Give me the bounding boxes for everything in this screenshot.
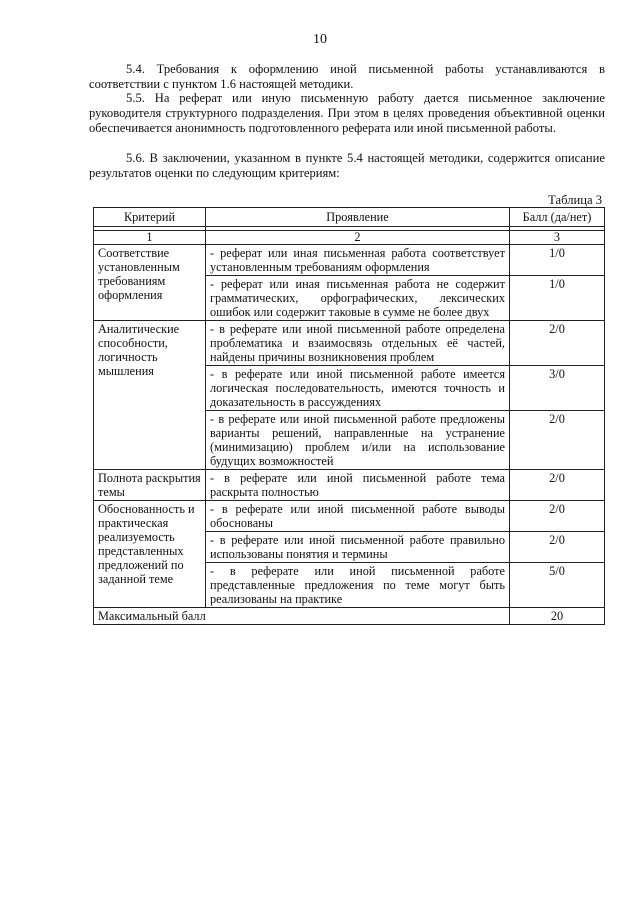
paragraph-5-5: 5.5. На реферат или иную письменную работу дается письменное заключение руководителя структурного подразделения. При этом в целях проведения объективной оценки обеспечивается анонимность подготовленного реферата или иной письменной работы. [89,91,605,135]
paragraph-5-6: 5.6. В заключении, указанном в пункте 5.4 настоящей методики, содержится описание результатов оценки по следующим критериям: [89,151,605,180]
table-row [94,470,605,501]
score-cell: 5/0 [510,563,605,608]
column-number: 2 [206,231,510,245]
score-cell: 2/0 [510,321,605,366]
score-cell: 2/0 [510,411,605,470]
manifestation-cell: - реферат или иная письменная работа не содержит грамматических, орфографических, лексических ошибок или содержит таковые в сумме не более двух [206,276,510,321]
criteria-table [93,207,605,625]
table-row [94,321,605,366]
score-cell: 2/0 [510,501,605,532]
paragraph-5-4: 5.4. Требования к оформлению иной письменной работы устанавливаются в соответствии с пунктом 1.6 настоящей методики. [89,62,605,91]
header-score: Балл (да/нет) [510,208,605,227]
manifestation-cell: - в реферате или иной письменной работе определена проблематика и взаимосвязь отдельных её частей, найдены причины возникновения проблем [206,321,510,366]
total-label: Максимальный балл [94,608,510,625]
manifestation-cell: - в реферате или иной письменной работе представленные предложения по теме могут быть реализованы на практике [206,563,510,608]
criterion-cell: Обоснованность и практическая реализуемость представленных предложений по заданной теме [94,501,206,608]
header-manifestation: Проявление [206,208,510,227]
manifestation-cell: - в реферате или иной письменной работе имеется логическая последовательность, имеются точность и доказательность в рассуждениях [206,366,510,411]
table-row [94,501,605,532]
column-number: 1 [94,231,206,245]
score-cell: 2/0 [510,470,605,501]
table-header-row [94,208,605,227]
manifestation-cell: - в реферате или иной письменной работе предложены варианты решений, направленные на устранение (минимизацию) проблем и/или на использование будущих возможностей [206,411,510,470]
header-criterion: Критерий [94,208,206,227]
manifestation-cell: - в реферате или иной письменной работе тема раскрыта полностью [206,470,510,501]
manifestation-cell: - реферат или иная письменная работа соответствует установленным требованиям оформления [206,245,510,276]
table-caption: Таблица 3 [548,193,602,207]
total-value: 20 [510,608,605,625]
score-cell: 1/0 [510,245,605,276]
criterion-cell: Полнота раскрытия темы [94,470,206,501]
criterion-cell: Соответствие установленным требованиям оформления [94,245,206,321]
manifestation-cell: - в реферате или иной письменной работе выводы обоснованы [206,501,510,532]
column-number-row [94,231,605,245]
score-cell: 1/0 [510,276,605,321]
page-number: 10 [313,32,327,47]
score-cell: 2/0 [510,532,605,563]
column-number: 3 [510,231,605,245]
criterion-cell: Аналитические способности, логичность мышления [94,321,206,470]
manifestation-cell: - в реферате или иной письменной работе правильно использованы понятия и термины [206,532,510,563]
total-row [94,608,605,625]
score-cell: 3/0 [510,366,605,411]
table-row [94,245,605,276]
